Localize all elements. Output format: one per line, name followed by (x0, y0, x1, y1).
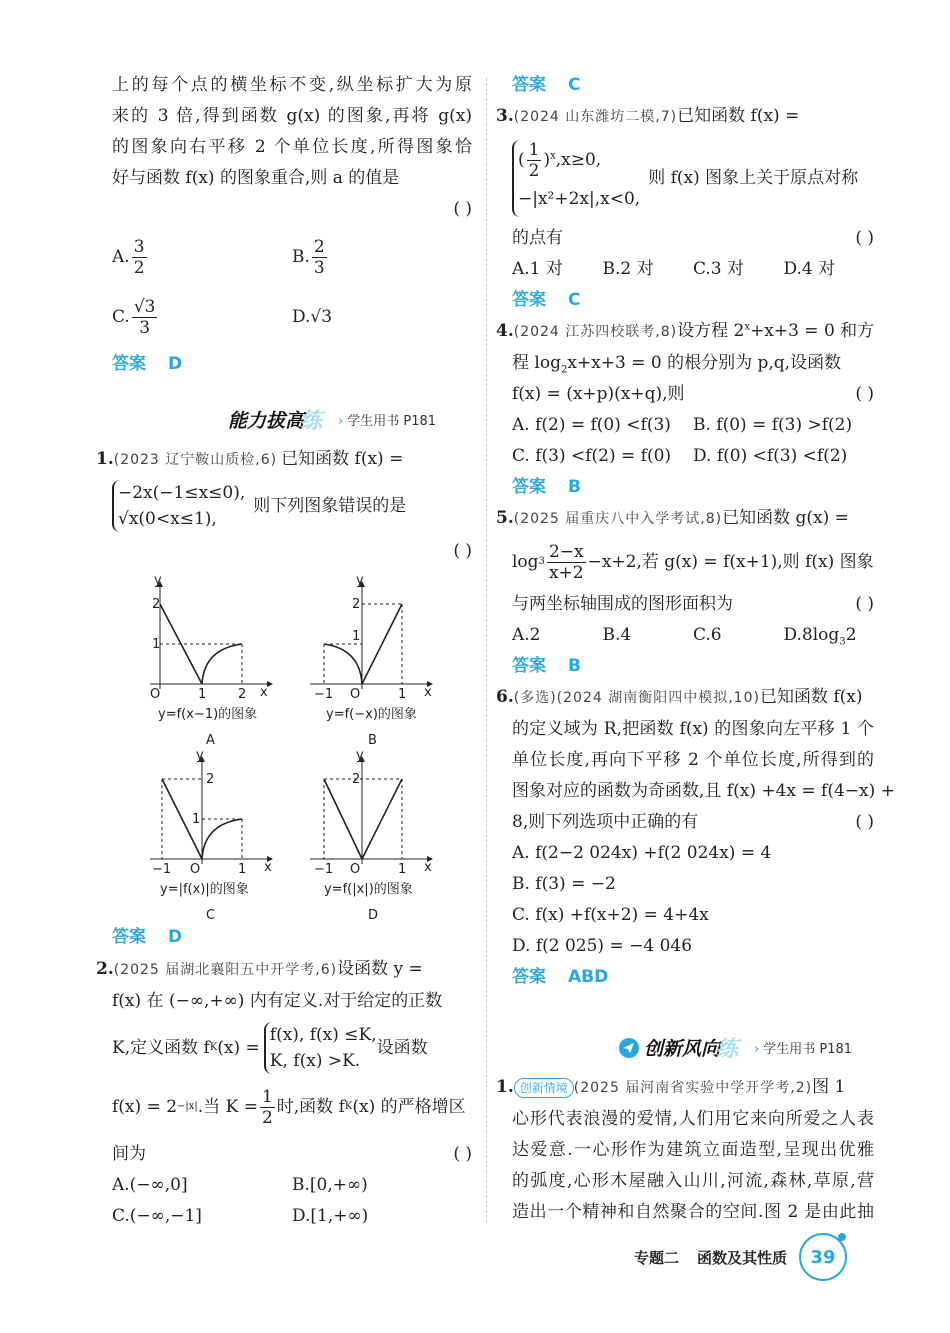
option-b: B.[0,+∞) (292, 1175, 368, 1195)
svg-text:1: 1 (398, 862, 407, 877)
section-title: 能力拔高 (228, 410, 305, 432)
q4-line-1: 4.(2024 江苏四校联考,8)设方程 $2^x+x+3 = 0$ 和方 (496, 321, 875, 341)
svg-text:1: 1 (352, 629, 361, 644)
q1-graphs (140, 574, 440, 924)
q1-paren-line: ( ) (453, 541, 472, 561)
svg-text:y: y (196, 748, 204, 763)
section-header-innovation (618, 1032, 852, 1063)
c1-line: 达爱意.一心形作为建筑立面造型,呈现出优雅 (512, 1140, 874, 1160)
option-d: D.[1,+∞) (292, 1206, 369, 1226)
svg-text:O: O (150, 687, 161, 702)
q4-options-row-2: C. f(3) <f(2) = f(0) D. f(0) <f(3) <f(2) (512, 446, 848, 466)
q5-line-2: log 3 $\frac{2-x}{x+2}$ −x+2,若 g(x) = f(x+1),则 f(x) 图象 (512, 541, 874, 583)
option-b: B. f(3) = −2 (512, 874, 616, 894)
svg-text:1: 1 (152, 637, 161, 652)
left-column (112, 70, 472, 380)
section-title: 创新风向 (644, 1038, 721, 1060)
q5-options: A.2 B.4 C.6 $D.8\log_32$ (512, 625, 857, 648)
footer-topic: 专题二 (634, 1248, 680, 1267)
intro-options-row-2 (112, 289, 472, 345)
c1-line-1: 1. 创新情境 (2025 届河南省实验中学开学考,2)图 1 (496, 1077, 846, 1097)
paper-plane-icon (618, 1037, 640, 1059)
graph-c (150, 748, 272, 923)
svg-text:x: x (260, 685, 268, 700)
q3-line-1: 3.(2024 山东潍坊二模,7)已知函数 f(x) = (496, 106, 800, 126)
c1-line: 心形代表浪漫的爱情,人们用它来向所爱之人表 (512, 1109, 874, 1129)
q6-answer: 答案 ABD (512, 967, 609, 987)
q1-answer: 答案 D (112, 927, 183, 947)
option-d: D. f(2 025) = −4 046 (512, 936, 693, 956)
q3-answer: 答案 C (512, 290, 581, 310)
option-a: A. f(2−2 024x) +f(2 024x) = 4 (512, 843, 772, 863)
q2-options-row-1 (112, 1170, 472, 1201)
svg-text:2: 2 (238, 687, 247, 702)
section-header-ability (228, 404, 436, 435)
q5-line-1: 5.(2025 届重庆八中入学考试,8)已知函数 g(x) = (496, 508, 849, 528)
page-number: 39 (799, 1233, 847, 1281)
graph-d (310, 748, 432, 923)
page-footer (634, 1233, 847, 1281)
intro-line: 好与函数 f(x) 的图象重合,则 a 的值是 (112, 168, 400, 188)
graph-c-caption: y=|f(x)|的图象 (160, 882, 249, 897)
svg-text:y: y (154, 574, 162, 588)
svg-text:−1: −1 (152, 862, 172, 877)
svg-text:2: 2 (352, 772, 361, 787)
q3-piecewise: ( $\frac{1}{2}$ )$^x$,x≥0, −|x²+2x|,x<0, 则 f(x) 图象上关于原点对称 (512, 133, 874, 223)
svg-text:y: y (356, 748, 364, 763)
c1-line: 造出一个精神和自然聚合的空间.图 2 是由此抽 (512, 1202, 874, 1222)
svg-text:−1: −1 (314, 862, 334, 877)
q6-line: 单位长度,再向下平移 2 个单位长度,所得到的 (512, 750, 874, 770)
q3-line-3: 的点有 ( ) (512, 228, 874, 248)
option-b: B. $\frac{2}{3}$ (292, 236, 325, 278)
q1-stem: 1.(2023 辽宁鞍山质检,6) 已知函数 f(x) = (96, 449, 404, 469)
q3-options: A.1 对 B.2 对 C.3 对 D.4 对 (512, 259, 836, 279)
svg-text:2: 2 (206, 772, 215, 787)
option-c: C. f(x) +f(x+2) = 4+4x (512, 905, 709, 925)
graph-a-caption: y=f(x−1)的图象 (158, 707, 258, 722)
q4-options-row-1: A. f(2) = f(0) <f(3) B. f(0) = f(3) >f(2) (512, 415, 853, 435)
svg-text:1: 1 (192, 812, 201, 827)
option-c: C.(−∞,−1] (112, 1206, 202, 1226)
right-column (496, 70, 895, 993)
q4-line-3: f(x) = (x+p)(x+q),则 ( ) (512, 384, 874, 404)
q5-answer: 答案 B (512, 656, 581, 676)
prev-answer: 答案 C (512, 75, 581, 95)
intro-answer: 答案 D (112, 354, 183, 374)
c1-line: 的弧度,心形木屋融入山川,河流,森林,草原,营 (512, 1171, 874, 1191)
option-a: A.(−∞,0] (112, 1175, 188, 1195)
svg-text:1: 1 (238, 862, 247, 877)
svg-text:O: O (350, 862, 361, 877)
graph-b (310, 574, 432, 748)
innovation-tag: 创新情境 (514, 1078, 574, 1098)
q6-line-5: 8,则下列选项中正确的有 ( ) (512, 812, 874, 832)
svg-text:y: y (356, 574, 364, 588)
graph-a-letter: A (206, 733, 215, 748)
q6-line-1: 6.(多选)(2024 湖南衡阳四中模拟,10)已知函数 f(x) (496, 687, 863, 707)
svg-text:O: O (190, 862, 201, 877)
svg-text:x: x (424, 860, 432, 875)
q1-answer-block (112, 922, 472, 953)
section-lian: 练 (300, 409, 323, 434)
svg-text:−1: −1 (314, 687, 334, 702)
option-d: D.√3 (292, 306, 333, 327)
graph-b-caption: y=f(−x)的图象 (326, 707, 417, 722)
graph-a (150, 574, 272, 748)
column-divider (486, 78, 487, 1223)
q6-line: 图象对应的函数为奇函数,且 f(x) +4x = f(4−x) + (512, 781, 895, 801)
q1-piecewise: −2x(−1≤x≤0), √x(0<x≤1), 则下列图象错误的是 (112, 476, 472, 536)
svg-text:2: 2 (352, 597, 361, 612)
graph-c-letter: C (206, 908, 216, 923)
q2-line-3: K,定义函数 f K (x) = f(x), f(x) ≤K, K, f(x) >K. 设函数 (112, 1017, 472, 1079)
footer-title: 函数及其性质 (697, 1248, 788, 1267)
student-book-ref: › 学生用书 P181 (754, 1042, 853, 1057)
option-c: C. $\frac{√3}{3}$ (112, 296, 156, 338)
q2-line-2: f(x) 在 (−∞,+∞) 内有定义.对于给定的正数 (112, 991, 443, 1011)
svg-text:x: x (424, 685, 432, 700)
intro-options-row-1 (112, 231, 472, 283)
svg-text:1: 1 (198, 687, 207, 702)
graph-d-caption: y=f(|x|)的图象 (324, 882, 413, 897)
q2-line-4: f(x) = 2 −|x| .当 K = $\frac{1}{2}$ 时,函数 f K (x) 的严格增区 (112, 1086, 466, 1128)
q4-line-2: 程 $\log_2x+x+3 = 0$ 的根分别为 p,q,设函数 (512, 353, 842, 376)
answer-paren: ( ) (453, 199, 472, 219)
graph-b-letter: B (368, 733, 377, 748)
q2-options-row-2 (112, 1201, 472, 1232)
arrow-icon: › (754, 1042, 760, 1057)
graph-d-letter: D (368, 908, 379, 923)
question-2 (96, 954, 472, 1232)
q2-line-5: 间为 ( ) (112, 1144, 472, 1164)
intro-line: 的图象向右平移 2 个单位长度,所得图象恰 (112, 137, 472, 157)
q6-line: 的定义域为 R,把函数 f(x) 的图象向左平移 1 个 (512, 719, 874, 739)
svg-text:x: x (264, 860, 272, 875)
option-a: A. $\frac{3}{2}$ (112, 236, 145, 278)
svg-text:1: 1 (398, 687, 407, 702)
q4-answer: 答案 B (512, 477, 581, 497)
intro-paren-line (112, 194, 472, 225)
student-book-ref: › 学生用书 P181 (338, 414, 437, 429)
innovation-question-1 (496, 1072, 874, 1228)
svg-text:O: O (350, 687, 361, 702)
question-1 (96, 444, 472, 567)
svg-text:2: 2 (152, 597, 161, 612)
q5-line-3: 与两坐标轴围成的图形面积为 ( ) (512, 594, 874, 614)
section-lian: 练 (716, 1037, 739, 1062)
intro-line: 上的每个点的横坐标不变,纵坐标扩大为原 (112, 75, 472, 95)
q2-line-1: 2.(2025 届湖北襄阳五中开学考,6)设函数 y = (96, 959, 423, 979)
arrow-icon: › (338, 414, 344, 429)
intro-line: 来的 3 倍,得到函数 g(x) 的图象,再将 g(x) (112, 106, 472, 126)
